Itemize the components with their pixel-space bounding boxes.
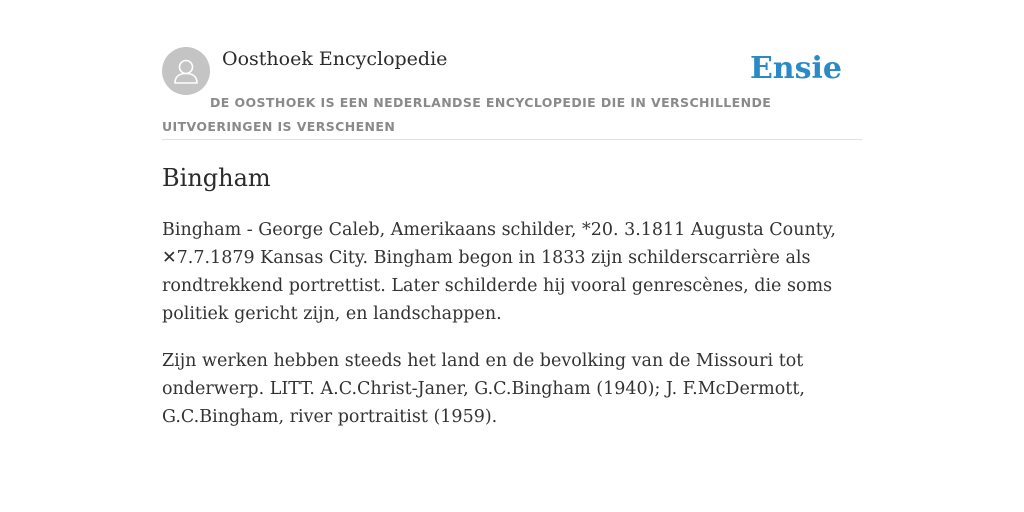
article-title: Bingham	[162, 164, 271, 192]
site-title[interactable]: Oosthoek Encyclopedie	[222, 48, 448, 70]
article-paragraph: Bingham - George Caleb, Amerikaans schilder, *20. 3.1811 Augusta County, ✕7.7.1879 Kansas City. Bingham begon in 1833 zijn schilderscarrière als rondtrekkend portrettist. Later schilderde hij vooral genrescènes, die soms politiek gericht zijn, en landschappen.	[162, 220, 836, 324]
article	[162, 160, 842, 431]
brand-logo[interactable]: Ensie	[749, 51, 842, 86]
header	[162, 47, 862, 140]
article-paragraph: Zijn werken hebben steeds het land en de bevolking van de Missouri tot onderwerp. LITT. A.C.Christ-Janer, G.C.Bingham (1940); J. F.McDermott, G.C.Bingham, river portraitist (1959).	[162, 351, 805, 427]
site-tagline: DE OOSTHOEK IS EEN NEDERLANDSE ENCYCLOPEDIE DIE IN VERSCHILLENDE UITVOERINGEN IS VERSCHENEN	[162, 95, 772, 134]
avatar[interactable]	[162, 47, 210, 95]
user-icon	[162, 47, 210, 95]
